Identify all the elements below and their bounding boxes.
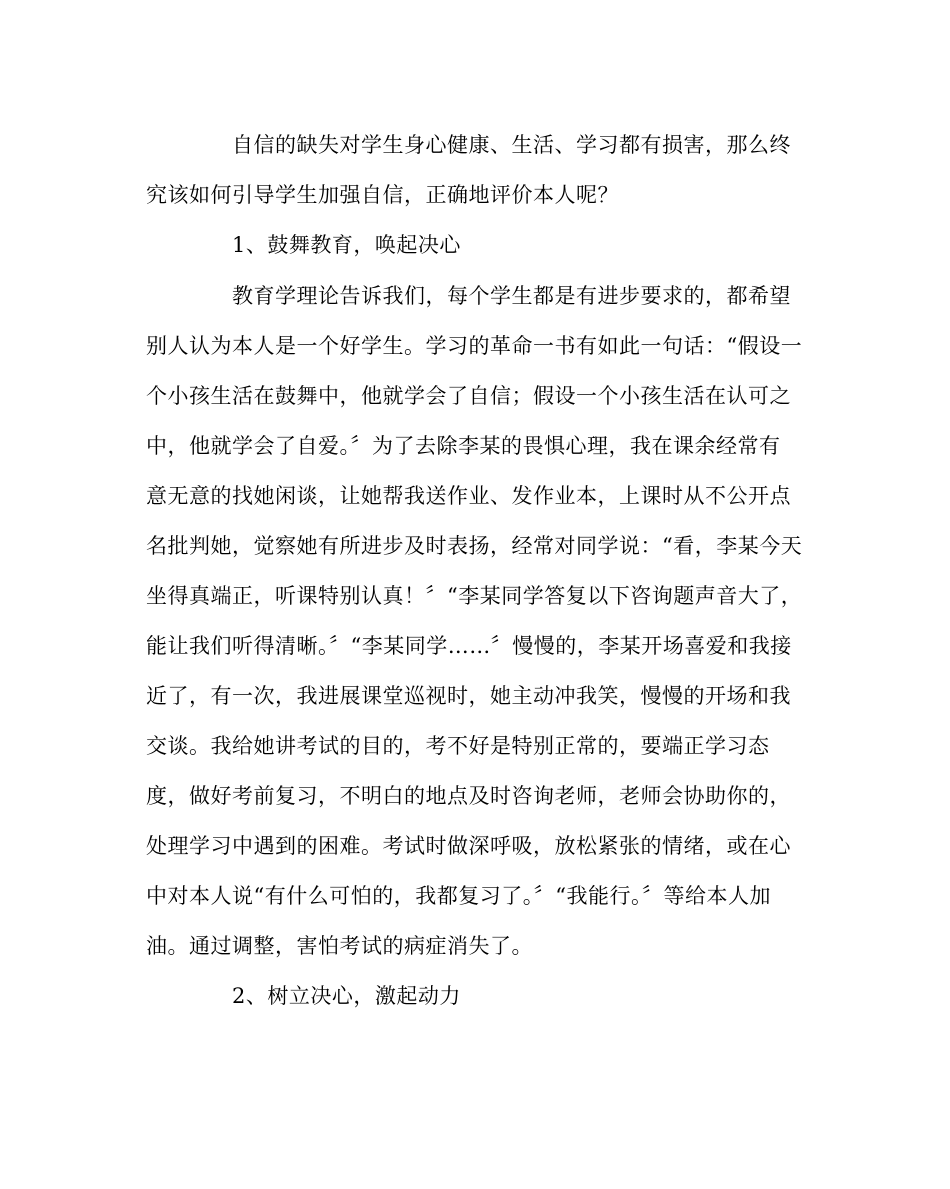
- paragraph-2-line-1: 教育学理论告诉我们，每个学生都是有进步要求的，都希望: [232, 284, 791, 308]
- paragraph-2-line-11: 度，做好考前复习，不明白的地点及时咨询老师，老师会协助你的，: [146, 784, 791, 808]
- paragraph-2-line-7: 坐得真端正，听课特别认真！〞“李某同学答复以下咨询题声音大了，: [146, 584, 803, 608]
- section-heading-1: 1、鼓舞教育，唤起决心: [232, 233, 461, 257]
- paragraph-2-line-10: 交谈。我给她讲考试的目的，考不好是特别正常的，要端正学习态: [146, 734, 770, 758]
- paragraph-2-line-9: 近了，有一次，我进展课堂巡视时，她主动冲我笑，慢慢的开场和我: [146, 684, 791, 708]
- paragraph-1-line-2: 究该如何引导学生加强自信，正确地评价本人呢？: [146, 183, 619, 207]
- paragraph-2-line-14: 油。通过调整，害怕考试的病症消失了。: [146, 934, 533, 958]
- section-heading-2: 2、树立决心，激起动力: [232, 984, 461, 1008]
- paragraph-2-line-13: 中对本人说“有什么可怕的，我都复习了。〞“我能行。〞等给本人加: [146, 884, 771, 908]
- paragraph-2-line-5: 意无意的找她闲谈，让她帮我送作业、发作业本，上课时从不公开点: [146, 484, 791, 508]
- paragraph-2-line-6: 名批判她，觉察她有所进步及时表扬，经常对同学说：“看，李某今天: [146, 534, 803, 558]
- paragraph-1-line-1: 自信的缺失对学生身心健康、生活、学习都有损害，那么终: [232, 133, 791, 157]
- paragraph-2-line-8: 能让我们听得清晰。〞“李某同学……〞慢慢的，李某开场喜爱和我接: [146, 634, 792, 658]
- paragraph-2-line-2: 别人认为本人是一个好学生。学习的革命一书有如此一句话：“假设一: [146, 334, 803, 358]
- paragraph-2-line-4: 中，他就学会了自爱。〞为了去除李某的畏惧心理，我在课余经常有: [146, 434, 781, 458]
- paragraph-2-line-12: 处理学习中遇到的困难。考试时做深呼吸，放松紧张的情绪，或在心: [146, 834, 791, 858]
- paragraph-2-line-3: 个小孩生活在鼓舞中，他就学会了自信；假设一个小孩生活在认可之: [146, 384, 791, 408]
